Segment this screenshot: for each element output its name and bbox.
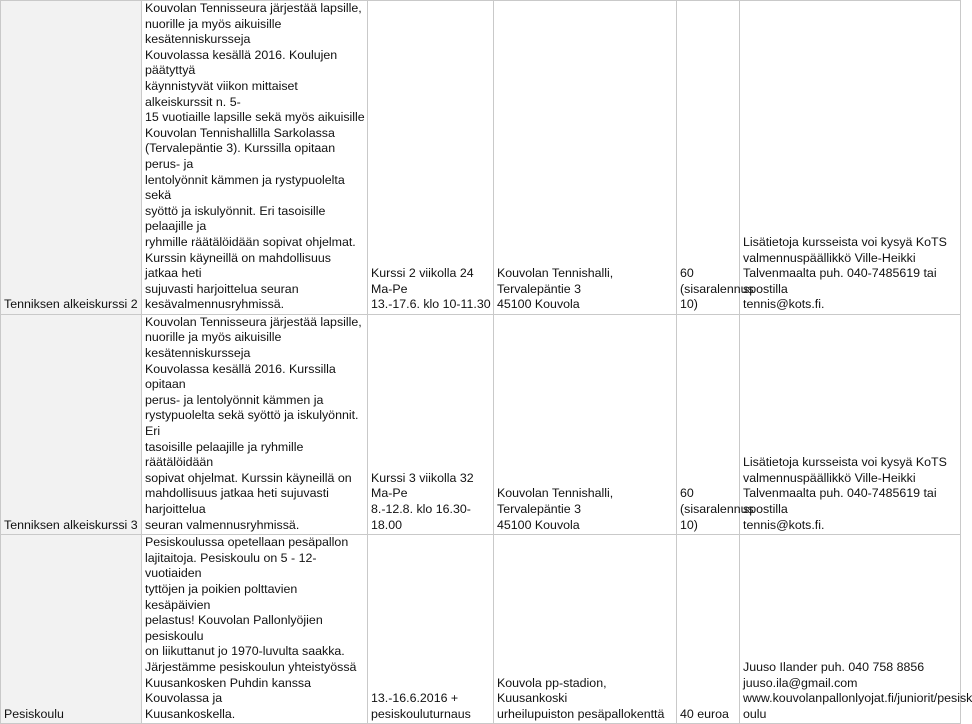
activity-description: Kouvolan Tennisseura järjestää lapsille, nuorille ja myös aikuisille kesätenniskursseja Kouvolassa kesällä 2016. Kurssilla opitaan perus- ja lentolyönnit kämmen ja rystypuolelta sekä syöttö ja iskulyönnit. Eri tasoisille pelaajille ja ryhmille räätälöidään sopivat ohjelmat. Kurssin käyneillä on mahdollisuus jatkaa heti sujuvasti harjoittelua seuran valmennusryhmissä. [142, 314, 368, 534]
activity-description: Pesiskoulussa opetellaan pesäpallon lajitaitoja. Pesiskoulu on 5 - 12-vuotiaiden tyttöjen ja poikien polttavien kesäpäivien pelastus! Kouvolan Pallonlyöjien pesiskoulu on liikuttanut jo 1970-luvulta saakka. Järjestämme pesiskoulun yhteistyössä Kuusankosken Puhdin kanssa Kouvolassa ja Kuusankoskella. [142, 535, 368, 724]
activity-time: Kurssi 2 viikolla 24 Ma-Pe 13.-17.6. klo 10-11.30 [368, 1, 494, 315]
activity-name: Tenniksen alkeiskurssi 2 [1, 1, 142, 315]
activity-price: 60 (sisaralennus 10) [677, 1, 740, 315]
table-row [1, 314, 961, 534]
activity-place: Kouvolan Tennishalli, Tervalepäntie 3 45100 Kouvola [494, 314, 677, 534]
activity-price: 40 euroa [677, 535, 740, 724]
activity-time: Kurssi 3 viikolla 32 Ma-Pe 8.-12.8. klo 16.30-18.00 [368, 314, 494, 534]
activity-name: Pesiskoulu [1, 535, 142, 724]
activity-contact: Lisätietoja kursseista voi kysyä KoTS valmennuspäällikkö Ville-Heikki Talvenmaalta puh. 040-7485619 tai spostilla tennis@kots.fi. [740, 314, 961, 534]
activity-name: Tenniksen alkeiskurssi 3 [1, 314, 142, 534]
activity-time: 13.-16.6.2016 + pesiskouluturnaus [368, 535, 494, 724]
activity-contact: Lisätietoja kursseista voi kysyä KoTS valmennuspäällikkö Ville-Heikki Talvenmaalta puh. 040-7485619 tai spostilla tennis@kots.fi. [740, 1, 961, 315]
activity-description: Kouvolan Tennisseura järjestää lapsille, nuorille ja myös aikuisille kesätenniskursseja Kouvolassa kesällä 2016. Koulujen päätyttyä käynnistyvät viikon mittaiset alkeiskurssit n. 5- 15 vuotiaille lapsille sekä myös aikuisille Kouvolan Tennishallilla Sarkolassa (Tervalepäntie 3). Kurssilla opitaan perus- ja lentolyönnit kämmen ja rystypuolelta sekä syöttö ja iskulyönnit. Eri tasoisille pelaajille ja ryhmille räätälöidään sopivat ohjelmat. Kurssin käyneillä on mahdollisuus jatkaa heti sujuvasti harjoittelua seuran kesävalmennusryhmissä. [142, 1, 368, 315]
table-row [1, 1, 961, 315]
activity-place: Kouvolan Tennishalli, Tervalepäntie 3 45100 Kouvola [494, 1, 677, 315]
activity-place: Kouvola pp-stadion, Kuusankoski urheilupuiston pesäpallokenttä [494, 535, 677, 724]
activity-price: 60 (sisaralennus 10) [677, 314, 740, 534]
table-row [1, 535, 961, 724]
activity-contact: Juuso Ilander puh. 040 758 8856 juuso.ila@gmail.com www.kouvolanpallonlyojat.fi/juniorit/pesisk oulu [740, 535, 961, 724]
